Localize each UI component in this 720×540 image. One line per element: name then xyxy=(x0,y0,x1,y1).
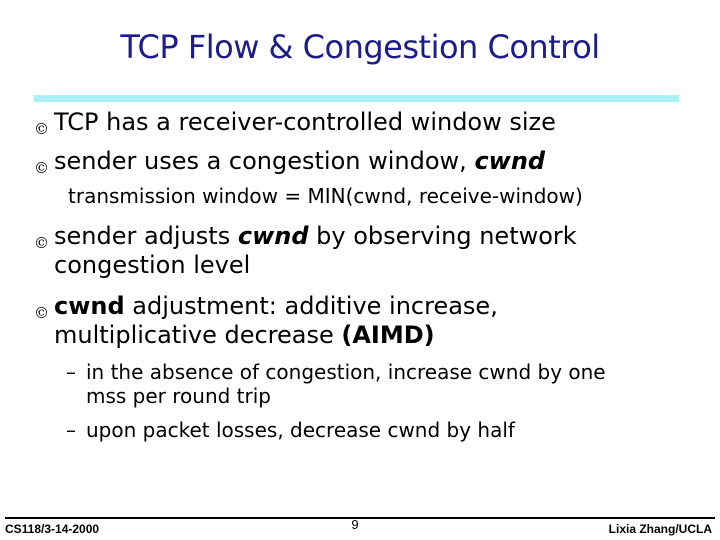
bullet-text: sender adjusts xyxy=(54,222,238,250)
sub-bullet-text-line2: mss per round trip xyxy=(86,384,271,408)
bullet-text-line2: congestion level xyxy=(54,251,251,279)
bullet-icon: © xyxy=(34,234,49,252)
sub-bullet-decrease xyxy=(66,418,515,442)
bullet-icon: © xyxy=(34,304,49,322)
bullet-icon: © xyxy=(34,120,49,138)
bullet-text: adjustment: additive increase, xyxy=(124,292,498,320)
aimd-term: (AIMD) xyxy=(341,321,435,349)
footer-author: Lixia Zhang/UCLA xyxy=(608,522,712,536)
bullet-cwnd-adjust xyxy=(34,222,577,280)
dash-icon: – xyxy=(66,360,76,384)
bullet-text-line2: multiplicative decrease xyxy=(54,321,342,349)
page-number: 9 xyxy=(351,517,359,532)
bullet-congestion-window xyxy=(34,147,545,176)
bullet-text-cont: by observing network xyxy=(308,222,577,250)
title-divider xyxy=(34,95,679,102)
sub-bullet-text: upon packet losses, decrease cwnd by half xyxy=(86,418,515,442)
dash-icon: – xyxy=(66,418,76,442)
sub-bullet-text: in the absence of congestion, increase cwnd by one xyxy=(86,360,606,384)
bullet-text: TCP has a receiver-controlled window size xyxy=(54,108,556,136)
slide-title: TCP Flow & Congestion Control xyxy=(120,28,600,66)
bullet-icon: © xyxy=(34,159,49,177)
transmission-window-note: transmission window = MIN(cwnd, receive-window) xyxy=(68,184,583,208)
bullet-text: sender uses a congestion window, xyxy=(54,147,475,175)
footer-course: CS118/3-14-2000 xyxy=(5,522,100,536)
sub-bullet-increase xyxy=(66,360,606,408)
cwnd-term: cwnd xyxy=(54,292,125,320)
cwnd-term: cwnd xyxy=(474,147,546,175)
cwnd-term: cwnd xyxy=(237,222,309,250)
bullet-aimd xyxy=(34,292,498,350)
bullet-receiver-window xyxy=(34,108,556,137)
